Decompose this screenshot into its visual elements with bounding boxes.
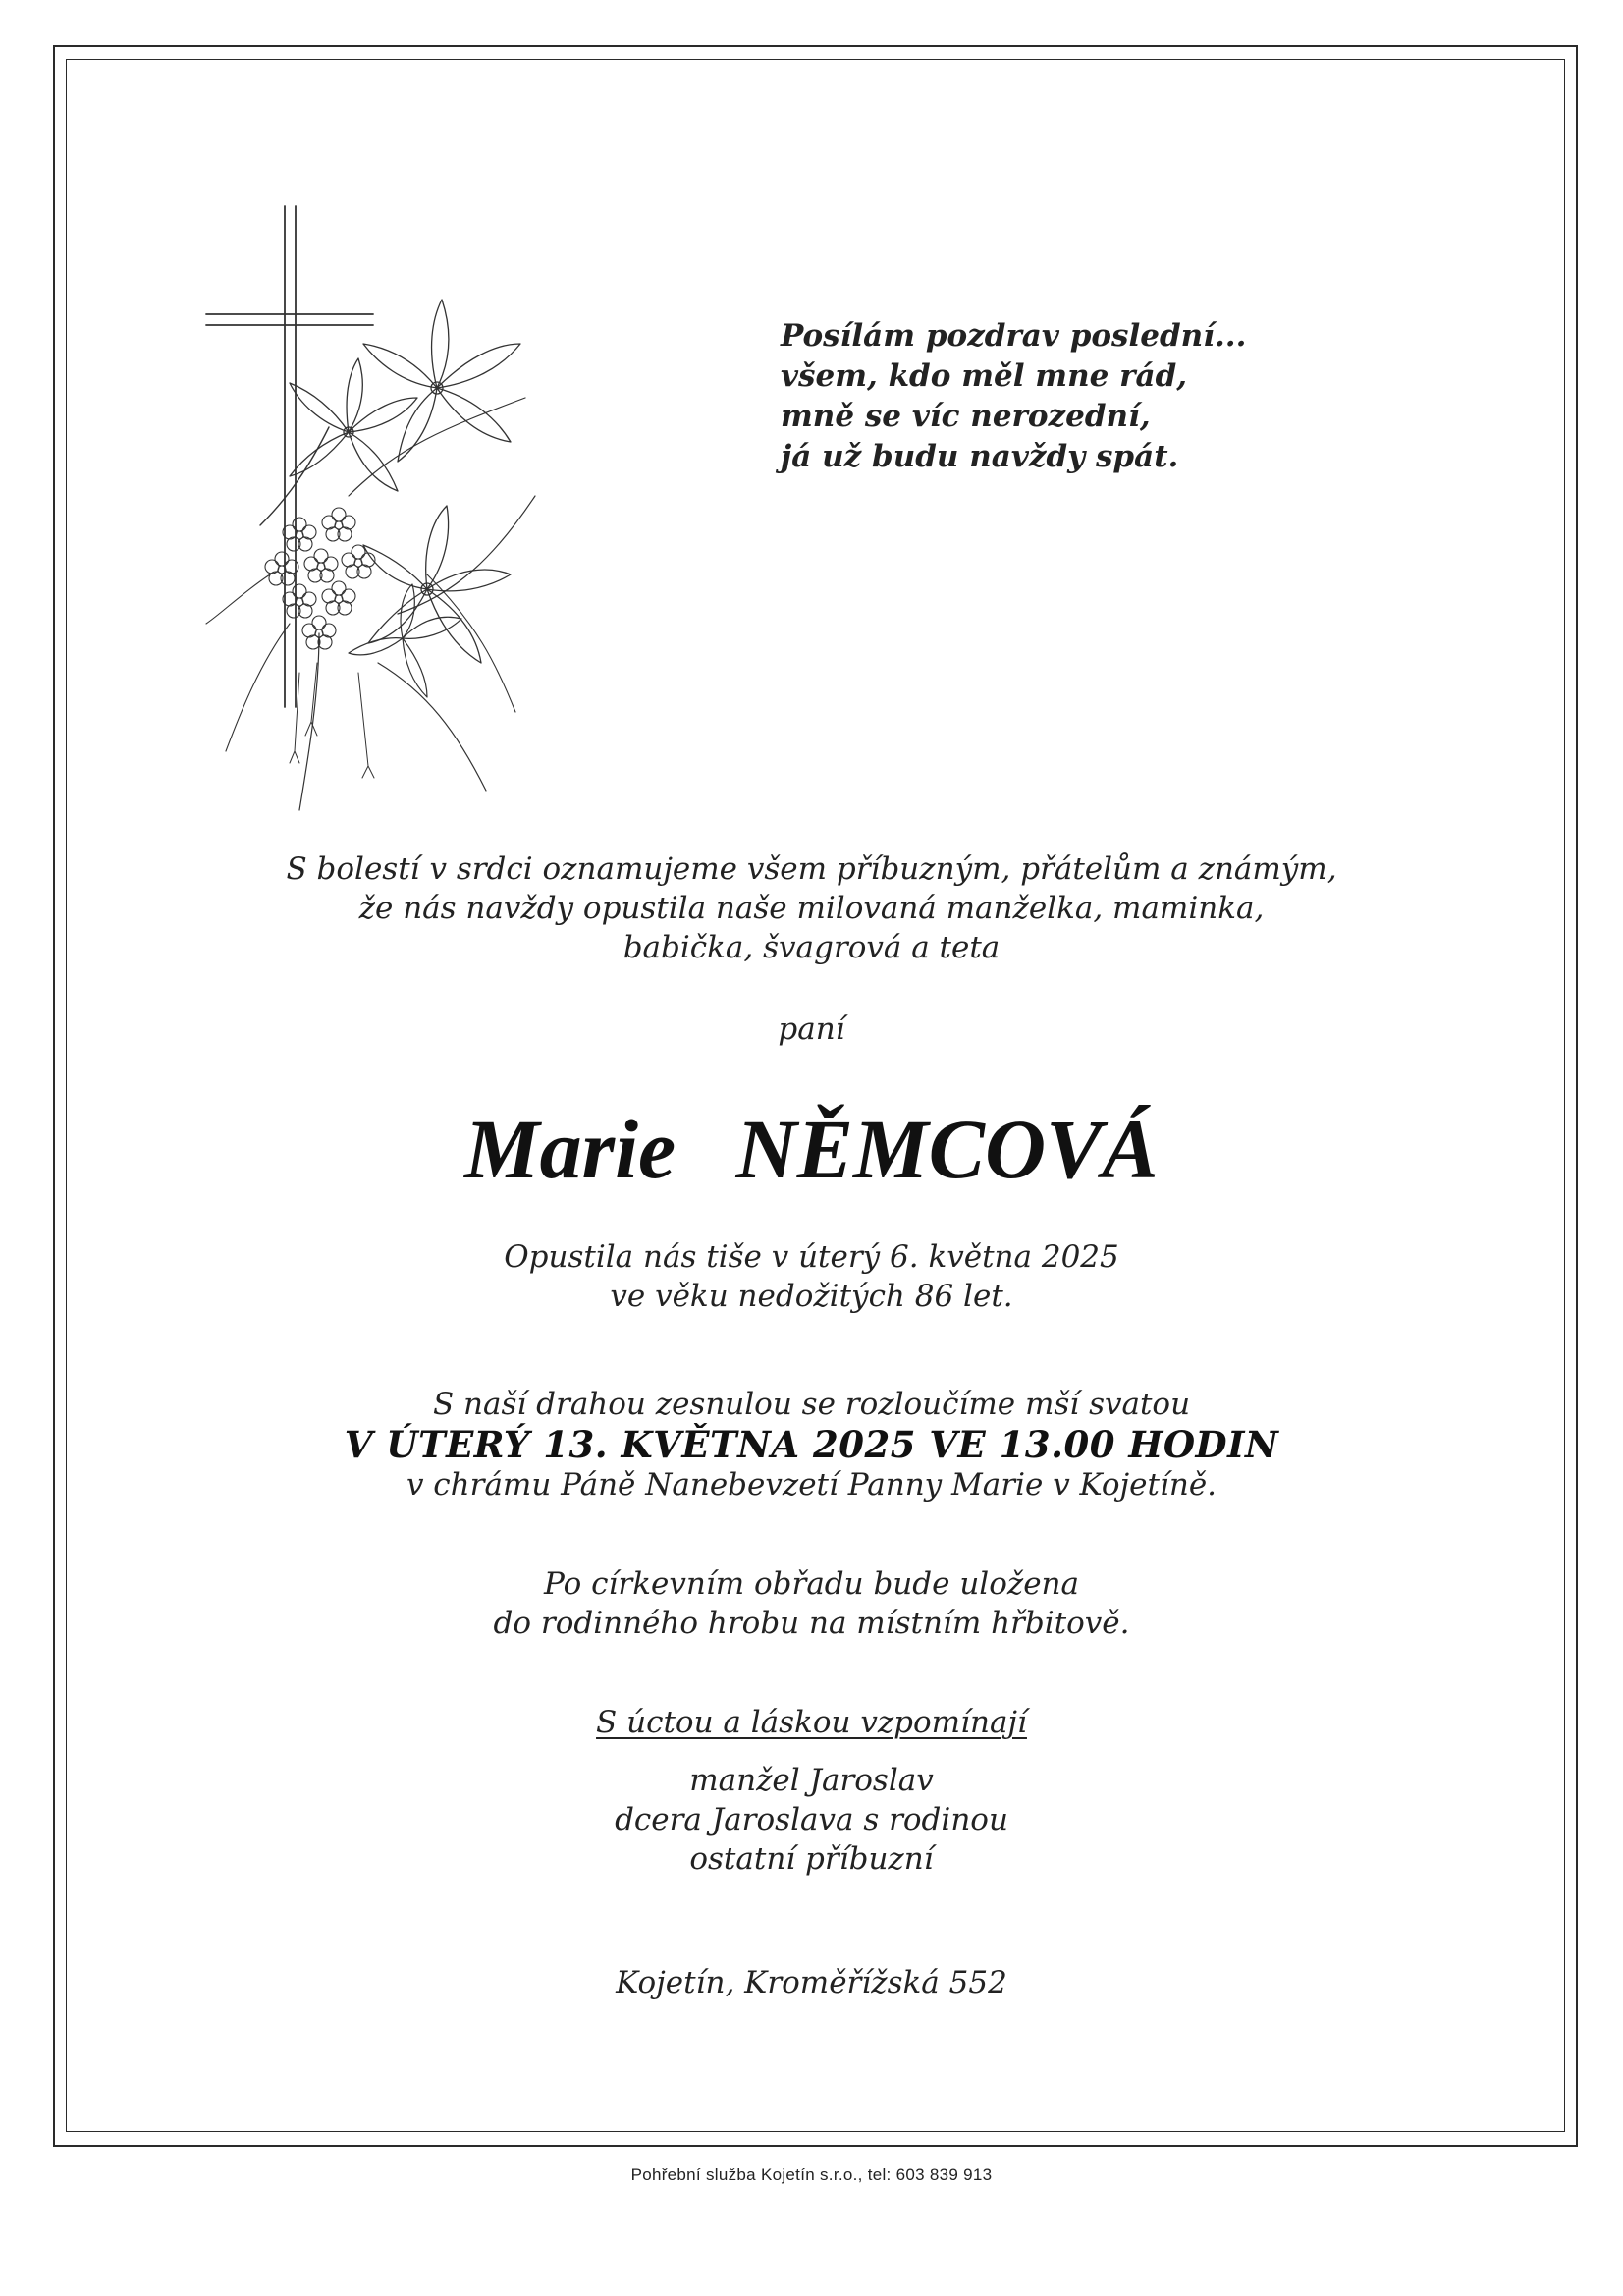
mourner: manžel Jaroslav xyxy=(689,1763,934,1798)
funeral-info xyxy=(98,1385,1525,1504)
poem-line: Posílám pozdrav poslední... xyxy=(781,318,1247,354)
announcement-line: S bolestí v srdci oznamujeme všem příbuzným, přátelům a známým, xyxy=(286,851,1337,887)
announcement xyxy=(98,849,1525,967)
title-word: paní xyxy=(778,1011,845,1047)
death-info-line: ve věku nedožitých 86 let. xyxy=(610,1279,1013,1314)
mourners-list xyxy=(98,1761,1525,1879)
funeral-intro: S naší drahou zesnulou se rozloučíme mší svatou xyxy=(432,1387,1191,1422)
announcement-line: babička, švagrová a teta xyxy=(622,930,1001,965)
death-info-line: Opustila nás tiše v úterý 6. května 2025 xyxy=(504,1239,1119,1275)
deceased-name xyxy=(98,1100,1525,1198)
mourners-title: S úctou a láskou vzpomínají xyxy=(596,1705,1027,1740)
mourner: ostatní příbuzní xyxy=(689,1841,934,1877)
poem-line: já už budu navždy spát. xyxy=(781,439,1179,474)
death-info xyxy=(98,1237,1525,1316)
announcement-line: že nás navždy opustila naše milovaná manželka, maminka, xyxy=(358,891,1265,926)
burial-line: Po církevním obřadu bude uložena xyxy=(544,1566,1079,1602)
funeral-date: V ÚTERÝ 13. KVĚTNA 2025 VE 13.00 HODIN xyxy=(344,1423,1279,1466)
mourner: dcera Jaroslava s rodinou xyxy=(615,1802,1008,1837)
funeral-place: v chrámu Páně Nanebevzetí Panny Marie v Kojetíně. xyxy=(406,1467,1217,1503)
burial-line: do rodinného hrobu na místním hřbitově. xyxy=(493,1606,1130,1641)
burial-info xyxy=(98,1564,1525,1643)
footer-funeral-service: Pohřební služba Kojetín s.r.o., tel: 603 839 913 xyxy=(630,2165,993,2184)
address: Kojetín, Kroměřížská 552 xyxy=(616,1965,1007,2000)
poem xyxy=(781,316,1389,477)
poem-line: mně se víc nerozední, xyxy=(781,399,1151,434)
first-name: Marie xyxy=(464,1102,676,1196)
poem-line: všem, kdo měl mne rád, xyxy=(781,358,1188,394)
mourners-heading xyxy=(98,1703,1525,1742)
last-name: NĚMCOVÁ xyxy=(735,1102,1159,1196)
cross-with-lilies-icon xyxy=(201,201,555,825)
